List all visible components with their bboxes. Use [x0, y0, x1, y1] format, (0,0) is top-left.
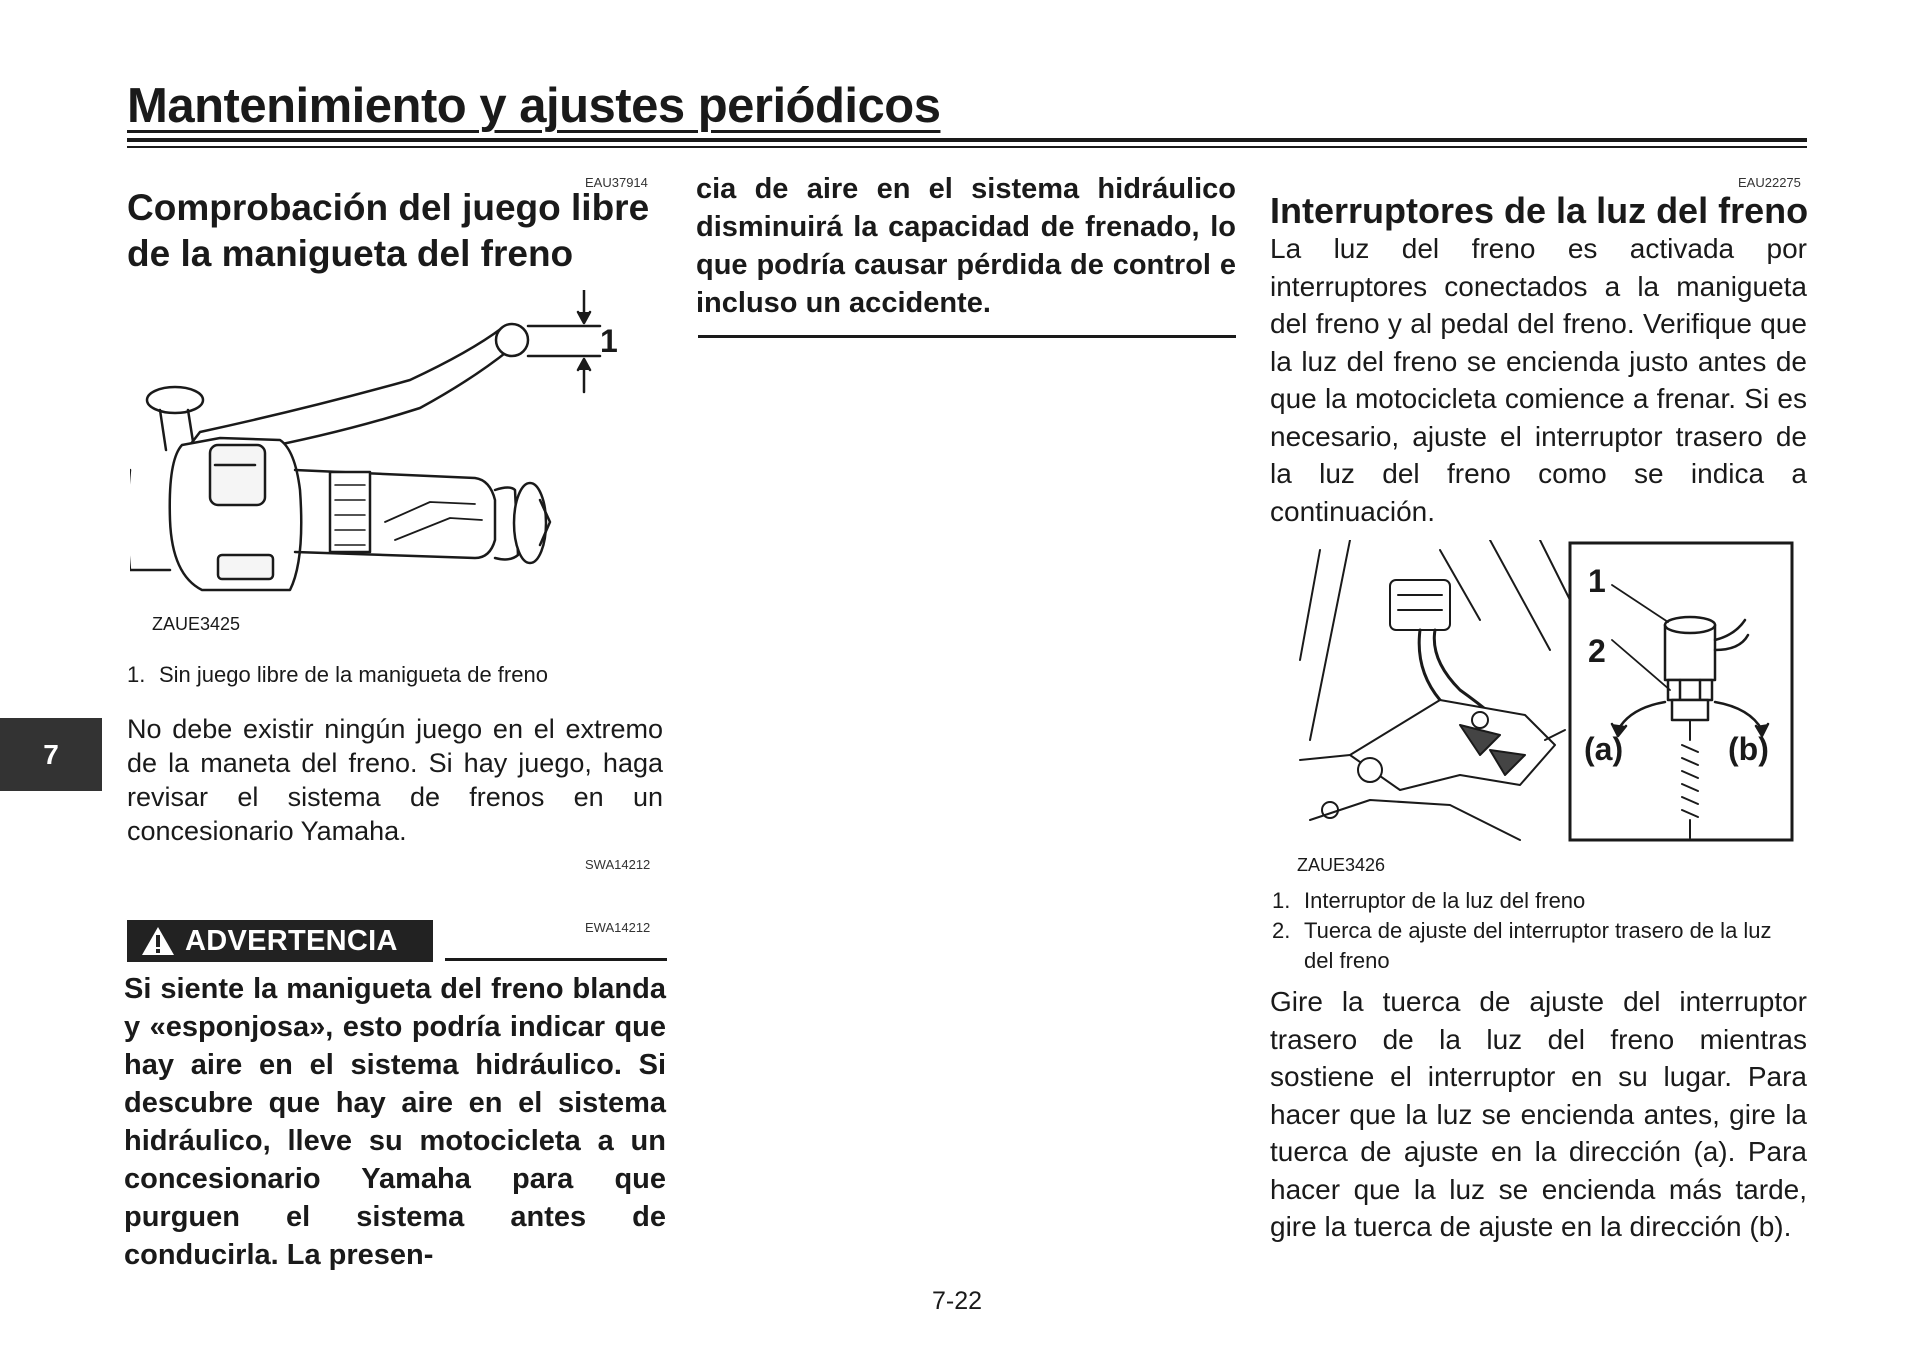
- warning-code-top: SWA14212: [585, 857, 651, 872]
- brake-lever-body: No debe existir ningún juego en el extremo de la maneta del freno. Si hay juego, haga revisar el sistema de frenos en un concesionario Yamaha.: [127, 714, 663, 846]
- mirror-mount: [147, 387, 203, 413]
- heading-line-1: Comprobación del juego libre: [127, 187, 650, 228]
- section-code-right: EAU22275: [1738, 175, 1801, 190]
- adjusting-nut: [1668, 680, 1712, 700]
- caption-text: Interruptor de la luz del freno: [1304, 888, 1586, 913]
- figure-id: ZAUE3425: [152, 614, 241, 634]
- section-heading-brake-lever: [127, 185, 649, 277]
- page-number: 7-22: [932, 1287, 983, 1315]
- grip-knurl: [330, 472, 370, 552]
- caption-list-right: [1272, 886, 1802, 976]
- caption-list: [127, 660, 667, 690]
- brake-switch-figure: [1290, 540, 1795, 845]
- figure-id-right: ZAUE3426: [1297, 855, 1386, 875]
- chapter-tab: [0, 718, 102, 791]
- start-switch: [218, 555, 273, 579]
- caption-item: [127, 660, 667, 690]
- caption-number: 1.: [1272, 888, 1291, 913]
- switch-button: [210, 445, 265, 505]
- label-b: (b): [1728, 731, 1769, 767]
- page-title: Mantenimiento y ajustes periódicos: [127, 79, 941, 133]
- section-heading-brake-light: Interruptores de la luz del freno: [1270, 190, 1809, 231]
- brake-light-intro: La luz del freno es activada por interruptores conectados a la manigueta del freno y al pedal del freno. Verifique que la luz del freno se encienda justo antes de que la motocicleta comience a frenar. Si es necesario, ajuste el interruptor trasero de la luz del freno como se indica a continuación.: [1270, 233, 1807, 527]
- heading-line-2: de la manigueta del freno: [127, 233, 574, 274]
- chapter-number: 7: [43, 738, 59, 770]
- lever-tip: [496, 324, 528, 356]
- warning-code: EWA14212: [585, 920, 651, 935]
- title-rule: [127, 138, 1807, 142]
- section-code: EAU37914: [585, 175, 648, 190]
- caption-text: Tuerca de ajuste del interruptor trasero de la luz del freno: [1304, 918, 1772, 973]
- connector: [1390, 580, 1450, 630]
- title-rule-thin: [127, 146, 1807, 148]
- callout-1: 1: [600, 323, 618, 359]
- adjustment-instructions: Gire la tuerca de ajuste del interruptor trasero de la luz del freno mientras sostiene el interruptor en su lugar. Para hacer que la luz se encienda antes, gire la tuerca de ajuste en la dirección (a). Para hacer que la luz se encienda más tarde, gire la tuerca de ajuste en la dirección (b).: [1270, 986, 1807, 1242]
- caption-item: [1272, 886, 1802, 916]
- warning-continuation: cia de aire en el sistema hidráulico disminuirá la capacidad de frenado, lo que podría causar pérdida de control e incluso un accidente.: [696, 173, 1236, 319]
- callout-1: 1: [1588, 563, 1606, 599]
- callout-2: 2: [1588, 633, 1606, 669]
- warning-text: Si siente la manigueta del freno blanda y «esponjosa», esto podría indicar que hay aire en el sistema hidráulico. Si descubre que hay aire en el sistema hidráulico, lleve su motocicleta a un concesionario Yamaha para que purguen el sistema antes de conducirla. La presen-: [124, 973, 666, 1271]
- warning-triangle-icon: [141, 926, 175, 956]
- bar-end: [514, 483, 546, 563]
- caption-item: [1272, 916, 1802, 976]
- caption-text: Sin juego libre de la manigueta de freno: [159, 662, 548, 687]
- warning-badge: [127, 920, 433, 962]
- warning-rule: [445, 958, 667, 961]
- warning-label: ADVERTENCIA: [185, 924, 398, 957]
- brake-lever-figure: [130, 290, 660, 620]
- label-a: (a): [1584, 731, 1624, 767]
- caption-number: 1.: [127, 662, 146, 687]
- warning-end-rule: [698, 335, 1236, 338]
- caption-number: 2.: [1272, 918, 1291, 943]
